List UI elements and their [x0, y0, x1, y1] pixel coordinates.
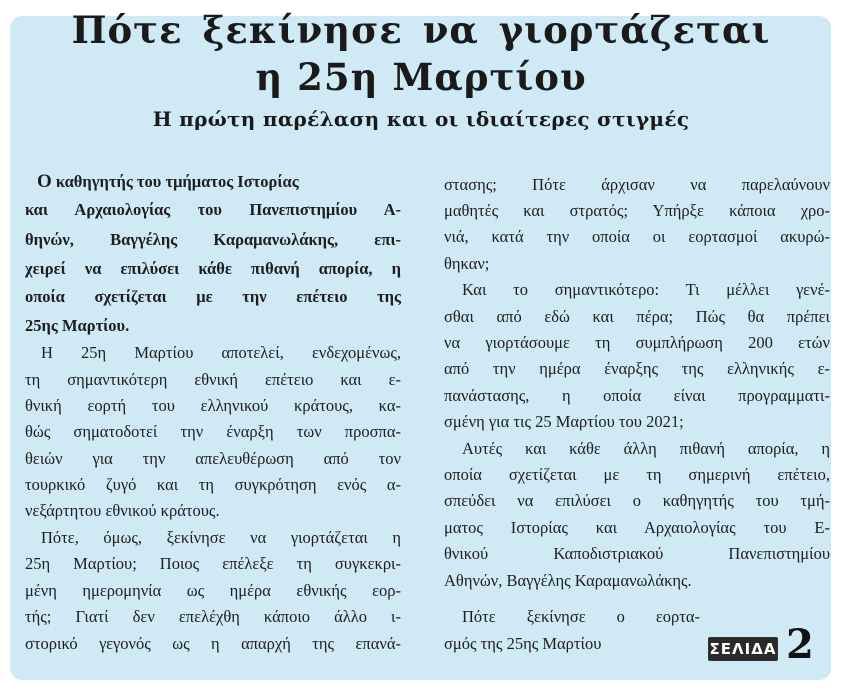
lead-line: και Αρχαιολογίας του Πανεπιστημίου Α- [25, 200, 401, 219]
paragraph-line: στασης; Πότε άρχισαν να παρελαύνουν [444, 175, 830, 194]
paragraph-line: μαθητές και στρατός; Υπήρξε κάποια χρο- [444, 201, 830, 220]
paragraph-line: οποία σχετίζεται με τη σημερινή επέτειο, [444, 465, 830, 484]
lead-line: χειρεί να επιλύσει κάθε πιθανή απορία, η [25, 259, 401, 278]
subtitle: Η πρώτη παρέλαση και οι ιδιαίτερες στιγμές [152, 107, 690, 131]
lead-line: θηνών, Βαγγέλης Καραμανωλάκης, επι- [25, 230, 401, 249]
paragraph-line: θειών για την απελευθέρωση από τον [25, 449, 401, 468]
paragraph-line: σμένη για τις 25 Μαρτίου του 2021; [444, 412, 684, 431]
lead-line: οποία σχετίζεται με την επέτειο της [25, 287, 401, 306]
paragraph-line: θηκαν; [444, 254, 490, 273]
paragraph-line: Και το σημαντικότερο: Τι μέλλει γενέ- [462, 280, 830, 299]
paragraph-line: να γιορτάσουμε τη συμπλήρωση 200 ετών [444, 333, 830, 352]
paragraph-line: σπεύδει να επιλύσει ο καθηγητής του τμή- [444, 491, 830, 510]
paragraph-line: Πότε, όμως, ξεκίνησε να γιορτάζεται η [41, 528, 401, 547]
paragraph-line: ματος Ιστορίας και Αρχαιολογίας του Ε- [444, 518, 830, 537]
paragraph-line: Η 25η Μαρτίου αποτελεί, ενδεχομένως, [41, 343, 401, 362]
headline-line-1: Πότε ξεκίνησε να γιορτάζεται [71, 8, 771, 52]
headline-line-2: η 25η Μαρτίου [255, 55, 587, 99]
paragraph-line: νιά, κατά την οποία οι εορτασμοί ακυρώ- [444, 227, 830, 246]
paragraph-line: τής; Γιατί δεν επελέχθη κάποιο άλλο ι- [25, 607, 401, 626]
paragraph-line: νεξάρτητου εθνικού κράτους. [25, 501, 220, 520]
lead-line: Ο καθηγητής του τμήματος Ιστορίας [37, 171, 299, 192]
paragraph-line: θώς σηματοδοτεί την έναρξη των προσπα- [25, 422, 401, 441]
paragraph-line: τη σημαντικότερη εθνική επέτειο και ε- [25, 370, 401, 389]
paragraph-line: Αυτές και κάθε άλλη πιθανή απορία, η [462, 439, 830, 458]
paragraph-line: σμός της 25ης Μαρτίου [444, 634, 602, 653]
paragraph-line: θνικού Καποδιστριακού Πανεπιστημίου [444, 544, 830, 563]
lead-dropcap: Ο [37, 171, 52, 192]
paragraph-line: 25η Μαρτίου; Ποιος επέλεξε τη συγκεκρι- [25, 554, 401, 573]
publication-logo: ΣΕΛΙΔΑ [708, 637, 778, 661]
paragraph-line: σθαι από εδώ και πέρα; Πώς θα πρέπει [444, 307, 830, 326]
page-number: 2 [786, 621, 814, 668]
paragraph-line: από την ημέρα έναρξης της ελληνικής ε- [444, 359, 830, 378]
paragraph-line: τουρκικό ζυγό και τη συγκρότηση ενός α- [25, 475, 401, 494]
paragraph-line: Αθηνών, Βαγγέλης Καραμανωλάκης. [444, 571, 692, 590]
paragraph-line: μένη ημερομηνία ως ημέρα εθνικής εορ- [25, 581, 401, 600]
paragraph-line: Πότε ξεκίνησε ο εορτα- [462, 607, 700, 626]
paragraph-line: πανάστασης, η οποία είναι προγραμματι- [444, 386, 830, 405]
lead-line: 25ης Μαρτίου. [25, 316, 130, 335]
paragraph-line: στορικό γεγονός ως η απαρχή της επανά- [25, 634, 401, 653]
paragraph-line: θνική εορτή του ελληνικού κράτους, κα- [25, 396, 401, 415]
